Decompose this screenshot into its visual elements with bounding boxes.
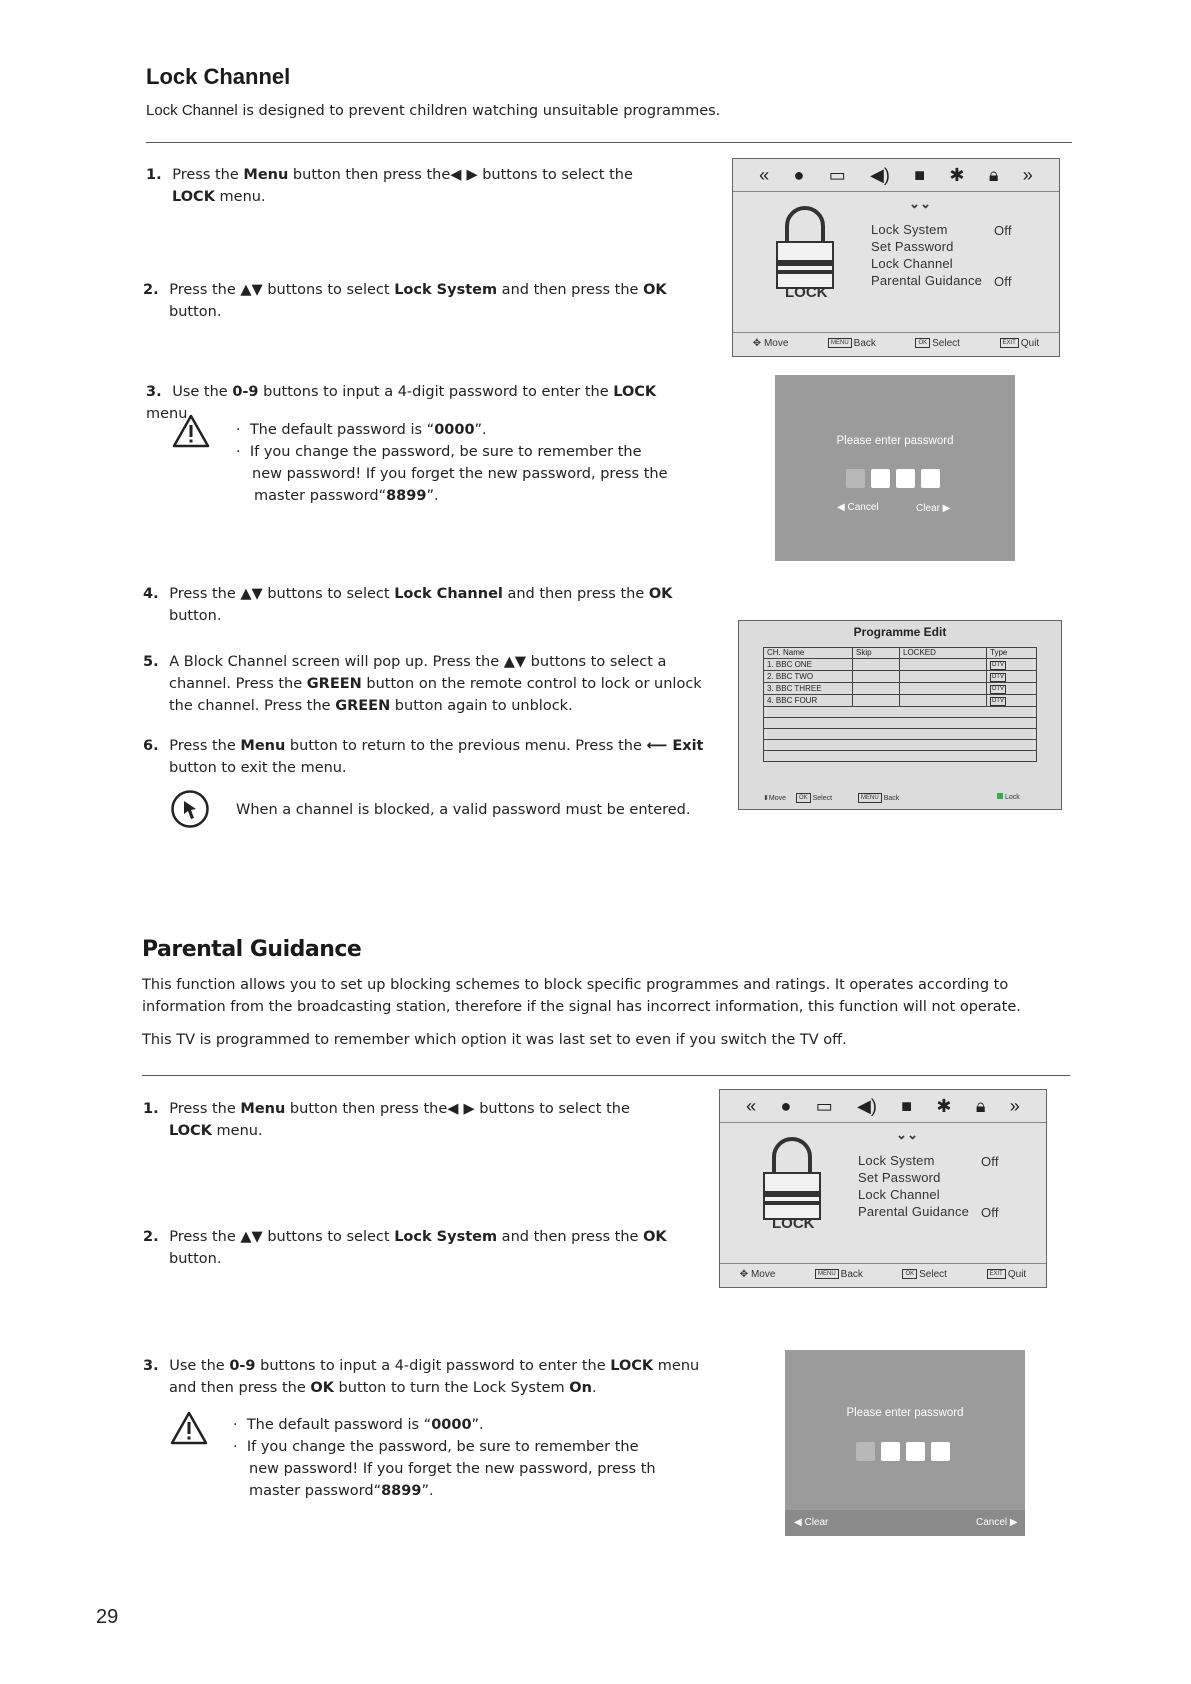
step-text: button again to unblock.: [390, 698, 573, 714]
menu-item-parental-guidance[interactable]: Parental Guidance: [858, 1204, 970, 1219]
up-down-arrows-icon: ▲▼: [240, 1229, 263, 1245]
padlock-icon: [760, 1133, 824, 1223]
value-lock-system: Off: [994, 223, 1012, 238]
warning-line: The default password is “: [246, 1417, 432, 1433]
step-text: button to turn the Lock System: [333, 1380, 570, 1396]
col-type: Type: [987, 648, 1037, 659]
value-parental-guidance: Off: [994, 274, 1012, 289]
key-ok: OK: [643, 282, 667, 298]
move-arrows-icon: ⬍: [763, 794, 769, 802]
step-text: Use the: [169, 1358, 230, 1374]
key-on: On: [569, 1380, 592, 1396]
password-digit[interactable]: [881, 1442, 900, 1461]
step-text: menu: [653, 1358, 700, 1374]
menu-footer: [733, 332, 1059, 353]
menu-item-set-password[interactable]: Set Password: [858, 1170, 941, 1185]
step-number: 3.: [143, 1358, 159, 1374]
step-number: 2.: [143, 1229, 159, 1245]
footer-back: MENU Back: [828, 338, 876, 349]
footer-quit: EXIT Quit: [1000, 338, 1040, 349]
key-green: GREEN: [335, 698, 391, 714]
move-arrows-icon: ✥: [752, 337, 762, 349]
step-text: menu.: [214, 189, 266, 205]
key-0-9: 0-9: [229, 1358, 256, 1374]
setup-icon[interactable]: ✱: [949, 164, 965, 185]
key-0-9: 0-9: [232, 384, 259, 400]
menu-icon-bar: [733, 159, 1059, 192]
col-ch-name: CH. Name: [764, 648, 853, 659]
warning-text: · The default password is “0000”. · If you change the password, be sure to remember the new password! If you forget the new password, press th master password“8899”.: [233, 1414, 683, 1502]
footer-quit: EXIT Quit: [987, 1269, 1027, 1280]
channel-table: [763, 647, 1037, 762]
warning-line: master password“: [254, 488, 387, 504]
key-ok: OK: [648, 586, 673, 602]
key-lock-system: Lock System: [394, 282, 498, 298]
type-badge: DTV: [992, 698, 1004, 704]
sound-icon[interactable]: ◀): [857, 1095, 877, 1116]
page-number: 29: [96, 1606, 119, 1628]
table-header: [764, 648, 1037, 659]
step-text: the channel. Press the: [169, 698, 336, 714]
step-text: Press the: [172, 167, 244, 183]
step-text: and then press the: [502, 586, 649, 602]
key-menu: Menu: [240, 738, 286, 754]
channel-icon[interactable]: ■: [914, 164, 926, 185]
step-text: button.: [169, 304, 222, 320]
default-password: 0000: [431, 1417, 472, 1433]
key-menu: Menu: [240, 1101, 286, 1117]
password-digit[interactable]: [921, 469, 940, 488]
step-text: button to return to the previous menu. Press the: [285, 738, 647, 754]
password-digit[interactable]: [856, 1442, 875, 1461]
channel-name: 4. BBC FOUR: [764, 695, 853, 707]
cancel-button[interactable]: ◀ Cancel: [837, 502, 879, 513]
chevron-down-icon: ⌄⌄: [909, 196, 932, 211]
step-text: Press the: [169, 1101, 241, 1117]
step-text: and then press the: [169, 1380, 311, 1396]
screen-icon[interactable]: ▭: [828, 164, 846, 185]
step-number: 1.: [146, 167, 162, 183]
lock-channel-intro: [146, 100, 720, 122]
divider: [142, 1075, 1070, 1076]
divider: [146, 142, 1072, 143]
step-4: [143, 583, 703, 627]
channel-name: 3. BBC THREE: [764, 683, 853, 695]
step-text: button.: [169, 1251, 222, 1267]
warning-line: new password! If you forget the new password, press th: [249, 1461, 656, 1477]
key-menu: Menu: [243, 167, 289, 183]
menu-item-set-password[interactable]: Set Password: [871, 239, 954, 254]
step-text: buttons to select: [262, 586, 395, 602]
step-number: 6.: [143, 738, 159, 754]
intro-line: This function allows you to set up blocking schemes to block specific programmes and ratings. It operates according to: [142, 977, 1009, 993]
pg-step-3: [143, 1355, 723, 1399]
menu-item-lock-channel[interactable]: Lock Channel: [871, 256, 953, 271]
password-prompt: Please enter password: [836, 435, 954, 447]
master-password: 8899: [386, 488, 427, 504]
intro-line: This TV is programmed to remember which option it was last set to even if you switch the TV off.: [142, 1032, 847, 1048]
picture-icon[interactable]: ●: [793, 164, 805, 185]
lock-label: LOCK: [772, 1215, 815, 1232]
step-text: buttons to select a: [526, 654, 667, 670]
pg-step-2: [143, 1226, 703, 1270]
warning-line: If you change the password, be sure to remember the: [246, 1439, 639, 1455]
setup-icon[interactable]: ✱: [936, 1095, 952, 1116]
nav-right-icon[interactable]: »: [1022, 164, 1033, 185]
step-text: and then press the: [497, 1229, 644, 1245]
step-text: button on the remote control to lock or unlock: [361, 676, 702, 692]
step-text: buttons to input a 4-digit password to enter the: [258, 384, 614, 400]
warning-line: ”.: [426, 488, 439, 504]
move-arrows-icon: ✥: [739, 1268, 749, 1280]
key-lock-channel: Lock Channel: [394, 586, 503, 602]
type-badge: DTV: [992, 662, 1004, 668]
step-text: Use the: [172, 384, 233, 400]
nav-left-icon[interactable]: «: [746, 1095, 757, 1116]
up-down-arrows-icon: ▲▼: [240, 282, 263, 298]
step-number: 2.: [143, 282, 159, 298]
cancel-button[interactable]: Cancel ▶: [976, 1517, 1018, 1528]
password-dialog: [785, 1350, 1025, 1536]
step-text: Press the: [169, 738, 241, 754]
table-row[interactable]: [764, 671, 1037, 683]
step-text: A Block Channel screen will pop up. Press the: [169, 654, 504, 670]
password-digit[interactable]: [896, 469, 915, 488]
type-badge: DTV: [992, 674, 1004, 680]
up-down-arrows-icon: ▲▼: [503, 654, 527, 670]
warning-icon: [170, 1411, 208, 1445]
programme-edit-screen: [738, 620, 1062, 810]
warning-line: ”.: [421, 1483, 434, 1499]
warning-line: master password“: [249, 1483, 382, 1499]
value-parental-guidance: Off: [981, 1205, 999, 1220]
key-ok: OK: [310, 1380, 334, 1396]
warning-line: ”.: [471, 1417, 484, 1433]
menu-item-lock-channel[interactable]: Lock Channel: [858, 1187, 940, 1202]
key-exit: Exit: [667, 738, 704, 754]
footer-back: MENU Back: [815, 1269, 863, 1280]
intro-rest: is designed to prevent children watching unsuitable programmes.: [237, 103, 721, 119]
intro-line: information from the broadcasting station, therefore if the signal has incorrect information, this function will not operate.: [142, 999, 1021, 1015]
tv-lock-menu: [732, 158, 1060, 357]
pg-step-1: [143, 1098, 703, 1142]
step-1: [146, 164, 706, 208]
step-text: buttons to select: [262, 282, 395, 298]
password-digit[interactable]: [931, 1442, 950, 1461]
value-lock-system: Off: [981, 1154, 999, 1169]
key-lock-system: Lock System: [394, 1229, 498, 1245]
warning-icon: [172, 414, 210, 448]
table-row: [764, 751, 1037, 762]
password-prompt: Please enter password: [846, 1407, 964, 1419]
password-dialog: [775, 375, 1015, 561]
password-digit[interactable]: [906, 1442, 925, 1461]
menu-item-parental-guidance[interactable]: Parental Guidance: [871, 273, 983, 288]
step-text: button.: [169, 608, 222, 624]
step-text: button to exit the menu.: [169, 760, 347, 776]
table-row: [764, 740, 1037, 751]
key-ok: OK: [643, 1229, 667, 1245]
step-text: button then press the: [288, 167, 451, 183]
step-number: 4.: [143, 586, 159, 602]
lock-label: LOCK: [785, 284, 828, 301]
tv-lock-menu: [719, 1089, 1047, 1288]
step-text: and then press the: [497, 282, 644, 298]
note-icon: [170, 789, 210, 829]
footer-move: ✥ Move: [752, 337, 789, 349]
key-lock: LOCK: [172, 189, 215, 205]
enter-icon: ⟵: [646, 738, 668, 754]
table-row: [764, 707, 1037, 718]
password-digit[interactable]: [871, 469, 890, 488]
intro-term: Lock Channel: [146, 102, 238, 119]
lock-icon[interactable]: 🔒︎: [988, 164, 999, 185]
warning-line: ”.: [474, 422, 487, 438]
green-key-icon: [997, 793, 1003, 799]
warning-text: · The default password is “0000”. · If you change the password, be sure to remember the new password! If you forget the new password, press the master password“8899”.: [236, 419, 686, 507]
master-password: 8899: [381, 1483, 422, 1499]
warning-line: new password! If you forget the new password, press the: [252, 466, 668, 482]
nav-right-icon[interactable]: »: [1009, 1095, 1020, 1116]
step-text: Press the: [169, 1229, 241, 1245]
left-right-arrows-icon: ◀ ▶: [447, 1101, 475, 1117]
chevron-down-icon: ⌄⌄: [896, 1127, 919, 1142]
password-digit[interactable]: [846, 469, 865, 488]
table-row: [764, 718, 1037, 729]
default-password: 0000: [434, 422, 475, 438]
step-number: 3.: [146, 384, 162, 400]
up-down-arrows-icon: ▲▼: [240, 586, 263, 602]
step-text: buttons to select the: [477, 167, 633, 183]
warning-line: The default password is “: [249, 422, 435, 438]
menu-footer: [720, 1263, 1046, 1284]
nav-left-icon[interactable]: «: [759, 164, 770, 185]
parental-guidance-intro: [142, 974, 1042, 1051]
step-6: [143, 735, 723, 779]
parental-guidance-title: Parental Guidance: [142, 937, 362, 962]
step-text: buttons to input a 4-digit password to enter the: [255, 1358, 611, 1374]
channel-icon[interactable]: ■: [901, 1095, 913, 1116]
warning-line: If you change the password, be sure to remember the: [249, 444, 642, 460]
programme-edit-title: Programme Edit: [853, 625, 947, 639]
key-green: GREEN: [306, 676, 362, 692]
channel-name: 2. BBC TWO: [764, 671, 853, 683]
table-row[interactable]: [764, 659, 1037, 671]
menu-item-lock-system[interactable]: Lock System: [871, 222, 948, 237]
footer-move: ✥ Move: [739, 1268, 776, 1280]
clear-button[interactable]: Clear ▶: [916, 503, 951, 514]
screen-icon[interactable]: ▭: [815, 1095, 833, 1116]
step-2: [143, 279, 703, 323]
step-number: 5.: [143, 654, 159, 670]
note-text: When a channel is blocked, a valid password must be entered.: [236, 802, 691, 818]
col-skip: Skip: [853, 648, 900, 659]
step-text: button then press the: [285, 1101, 448, 1117]
programme-edit-footer: ⬍Move OK Select MENU Back Lock: [763, 794, 1020, 802]
key-lock: LOCK: [613, 384, 657, 400]
clear-button[interactable]: ◀ Clear: [794, 1517, 829, 1528]
step-text: Press the: [169, 586, 241, 602]
lock-icon[interactable]: 🔒︎: [975, 1095, 986, 1116]
key-lock: LOCK: [169, 1123, 212, 1139]
step-text: .: [591, 1380, 597, 1396]
footer-select: OK Select: [915, 338, 959, 349]
step-text: buttons to select the: [474, 1101, 630, 1117]
menu-icon-bar: [720, 1090, 1046, 1123]
step-number: 1.: [143, 1101, 159, 1117]
menu-item-lock-system[interactable]: Lock System: [858, 1153, 935, 1168]
step-5: [143, 651, 723, 717]
step-text: buttons to select: [262, 1229, 395, 1245]
type-badge: DTV: [992, 686, 1004, 692]
step-text: menu.: [146, 406, 193, 422]
sound-icon[interactable]: ◀): [870, 164, 890, 185]
channel-name: 1. BBC ONE: [764, 659, 853, 671]
step-text: channel. Press the: [169, 676, 307, 692]
table-row[interactable]: [764, 683, 1037, 695]
step-text: Press the: [169, 282, 241, 298]
lock-channel-title: Lock Channel: [146, 64, 291, 89]
key-lock: LOCK: [610, 1358, 654, 1374]
table-row: [764, 729, 1037, 740]
footer-select: OK Select: [902, 1269, 946, 1280]
picture-icon[interactable]: ●: [780, 1095, 792, 1116]
table-row[interactable]: [764, 695, 1037, 707]
col-locked: LOCKED: [900, 648, 987, 659]
step-text: menu.: [211, 1123, 263, 1139]
left-right-arrows-icon: ◀ ▶: [450, 167, 478, 183]
padlock-icon: [773, 202, 837, 292]
